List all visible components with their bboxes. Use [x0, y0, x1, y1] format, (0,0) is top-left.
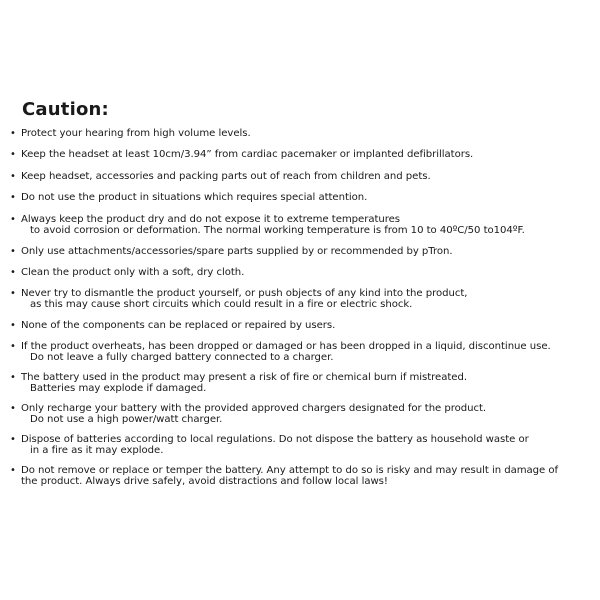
- caution-item-text: Dispose of batteries according to local regulations. Do not dispose the battery as household waste or: [21, 434, 529, 445]
- caution-item: [10, 288, 590, 310]
- bullet-icon: •: [10, 434, 16, 445]
- caution-title: Caution:: [22, 99, 109, 120]
- caution-item: [10, 341, 590, 363]
- caution-item: [10, 320, 590, 331]
- bullet-icon: •: [10, 192, 16, 203]
- caution-item-text: If the product overheats, has been dropped or damaged or has been dropped in a liquid, discontinue use.: [21, 341, 551, 352]
- caution-item: [10, 434, 590, 456]
- caution-item-text: to avoid corrosion or deformation. The normal working temperature is from 10 to 40ºC/50 to104ºF.: [30, 225, 525, 236]
- caution-item-text: None of the components can be replaced or repaired by users.: [21, 320, 336, 331]
- caution-item: [10, 372, 590, 394]
- caution-list: [10, 128, 590, 487]
- caution-item: [10, 192, 590, 203]
- caution-item: [10, 465, 590, 487]
- caution-item: [10, 149, 590, 160]
- caution-item: [10, 403, 590, 425]
- caution-item-text: Do not leave a fully charged battery connected to a charger.: [30, 352, 334, 363]
- caution-item-text: Only use attachments/accessories/spare parts supplied by or recommended by pTron.: [21, 246, 453, 257]
- caution-item-text: Only recharge your battery with the provided approved chargers designated for the product.: [21, 403, 487, 414]
- bullet-icon: •: [10, 171, 16, 182]
- caution-item-text: Never try to dismantle the product yourself, or push objects of any kind into the product,: [21, 288, 468, 299]
- caution-item-text: Batteries may explode if damaged.: [30, 383, 207, 394]
- caution-item-text: Keep the headset at least 10cm/3.94” from cardiac pacemaker or implanted defibrillators.: [21, 149, 474, 160]
- caution-item: [10, 171, 590, 182]
- caution-item: [10, 128, 590, 139]
- bullet-icon: •: [10, 267, 16, 278]
- bullet-icon: •: [10, 214, 16, 225]
- bullet-icon: •: [10, 246, 16, 257]
- caution-item-text: Do not remove or replace or temper the battery. Any attempt to do so is risky and may result in damage of: [21, 465, 559, 476]
- bullet-icon: •: [10, 372, 16, 383]
- caution-item-text: Protect your hearing from high volume levels.: [21, 128, 251, 139]
- caution-item: [10, 267, 590, 278]
- bullet-icon: •: [10, 465, 16, 476]
- caution-item: [10, 214, 590, 236]
- caution-item-text: The battery used in the product may present a risk of fire or chemical burn if mistreated.: [21, 372, 467, 383]
- caution-item-text: as this may cause short circuits which could result in a fire or electric shock.: [30, 299, 413, 310]
- bullet-icon: •: [10, 149, 16, 160]
- caution-item-text: the product. Always drive safely, avoid distractions and follow local laws!: [21, 476, 388, 487]
- bullet-icon: •: [10, 341, 16, 352]
- bullet-icon: •: [10, 288, 16, 299]
- caution-item-text: Always keep the product dry and do not expose it to extreme temperatures: [21, 214, 401, 225]
- bullet-icon: •: [10, 320, 16, 331]
- caution-item-text: Clean the product only with a soft, dry cloth.: [21, 267, 245, 278]
- caution-item: [10, 246, 590, 257]
- caution-item-text: in a fire as it may explode.: [30, 445, 164, 456]
- caution-item-text: Do not use the product in situations which requires special attention.: [21, 192, 368, 203]
- bullet-icon: •: [10, 128, 16, 139]
- caution-item-text: Keep headset, accessories and packing parts out of reach from children and pets.: [21, 171, 431, 182]
- bullet-icon: •: [10, 403, 16, 414]
- caution-item-text: Do not use a high power/watt charger.: [30, 414, 223, 425]
